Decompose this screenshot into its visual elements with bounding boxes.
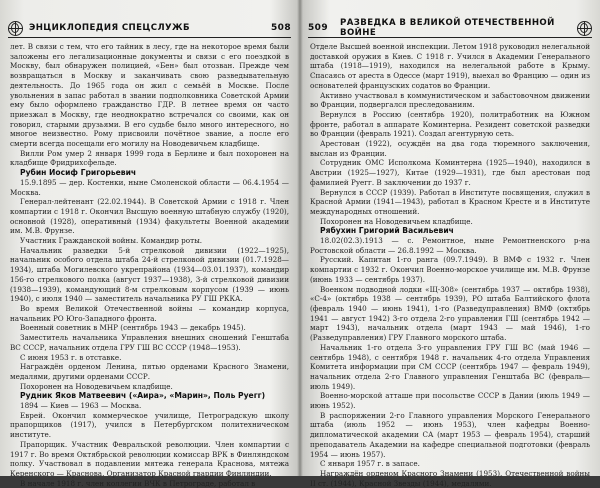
- paragraph: Участник Гражданской войны. Командир роты.: [20, 236, 203, 246]
- paragraph: Во время Великой Отечественной войны — командир корпуса, начальник РО Юго-Западного фронта.: [10, 303, 289, 323]
- header-rule: [8, 37, 291, 38]
- left-page-column: [10, 42, 289, 488]
- paragraph: Прапорщик. Участник Февральской революции. Член компартии с 1917 г. Во время Октябрьской революции комиссар ВРК в Финляндском полку. Участвовал в подавлении мятежа генерала Краснова, мятежа Керенского — Краснова. Организатор Красной гвардии Финляндии.: [10, 439, 289, 478]
- entry-title: Рубин Иосиф Григорьевич: [20, 168, 137, 178]
- entry-title: Рябухин Григорий Васильевич: [320, 226, 454, 236]
- right-page-column: [310, 42, 590, 488]
- paragraph: Военный советник в МНР (сентябрь 1943 — декабрь 1945).: [20, 323, 246, 333]
- paragraph: Военно-морской атташе при посольстве СССР в Дании (июль 1949 — июнь 1952).: [310, 391, 590, 411]
- paragraph: Арестован (1922), осуждён на два года тюремного заключения, выслан из Франции.: [310, 139, 590, 158]
- paragraph: Похоронен на Новодевичьем кладбище.: [320, 216, 473, 226]
- paragraph: Сотрудник ОМС Исполкома Коминтерна (1925—1940), находился в Австрии (1925—1927), Китае (1929—1931), где был арестован под фамилией Руегг. В заключении до 1937 г.: [310, 158, 590, 187]
- paragraph: Награждён орденом Ленина, пятью орденами Красного Знамени, медалями, другими орденами СССР.: [10, 362, 289, 381]
- paragraph: Похоронен на Новодевичьем кладбище.: [20, 381, 173, 391]
- paragraph: Вернулся в СССР (1939). Работал в Институте посвящения, служил в Красной Армии (1941—1943), работал в Красном Кресте и в Институте международных отношений.: [310, 187, 590, 216]
- header-rule: [308, 37, 592, 38]
- paragraph: Заместитель начальника Управления внешних сношений Генштаба ВС СССР, начальник отдела ГРУ ГШ ВС СССР (1948—1953).: [10, 333, 289, 352]
- paragraph: В начале 1918 г. член коллегии ВЧК в Петрограде, работал в: [20, 478, 256, 488]
- paragraph: Отделе Высшей военной инспекции. Летом 1918 руководил нелегальной доставкой оружия в Киев. С 1918 г. Учился в Академии Генерального штаба (1918—1919), находился на нелегальной работе в Крыму. Спасаясь от ареста в Одессе (март 1919), выехал во Францию — один из основателей французских содатов во Франции.: [310, 42, 590, 90]
- paragraph: 1894 — Киев — 1963 — Москва.: [20, 401, 142, 411]
- paragraph: Военком подводной лодки «Щ-308» (сентябрь 1937 — октябрь 1938), «С-4» (октябрь 1938 — сентябрь 1939), РО штаба Балтийского флота (февраль 1940 — июнь 1941), 1-го (Разведуправления) ВМФ (октябрь 1941 — август 1942) 3-го отдела 2-го управления ГШ (сентябрь 1942 — март 1943), начальник отдела (март 1943 — май 1946), 1-го (Разведуправления) ГРУ Главного морского штаба.: [310, 284, 590, 343]
- paragraph: Русский. Капитан 1-го ранга (09.7.1949). В ВМФ с 1932 г. Член компартии с 1932 г. Окончил Военно-морское училище им. М.В. Фрунзе (июнь 1933 — сентябрь 1937).: [310, 255, 590, 284]
- left-page-number: 508: [271, 23, 291, 33]
- left-page-header: [8, 18, 291, 38]
- left-page: [8, 0, 291, 488]
- right-page-header: [308, 18, 592, 38]
- paragraph: Награждён орденом Красного Знамени (1953), Отечественной войны II ст. (1944), Красной Звезды (1944), медалями.: [310, 468, 590, 488]
- paragraph: Начальник разведки 5-й стрелковой дивизии (1922—1925), начальник особого отдела штаба 24-й стрелковой дивизии (01.7.1928—1934), штаба Могилевского укрепрайона (1934—03.01.1937), командир 156-го стрелкового полка (август 1937—1938), 3-й стрелковой дивизии (1938—1939), командующий 8-м стрелковым корпусом (1939 — июнь 1940), с июля 1940 — заместитель начальника РУ ГШ РККА.: [10, 245, 289, 304]
- paragraph: 15.9.1895 — дер. Костенки, ныне Смоленской области — 06.4.1954 — Москва.: [10, 177, 289, 197]
- paragraph: 18.02(02.3).1913 — с. Ремонтное, ныне Ремонтненского р-на Ростовской области — 26.8.1992 — Москва.: [310, 236, 590, 255]
- paragraph: Активно участвовал в коммунистическом и забастовочном движении во Франции, подвергался преследованиям.: [310, 90, 590, 110]
- paragraph: В распоряжении 2-го Главного управления Морского Генерального штаба (июль 1952 — июнь 1953), член кафедры Военно-дипломатической академии СА (март 1953 — февраль 1954), старший преподаватель Академии на кафедре специальной подготовки (февраль 1954 — июнь 1957).: [310, 410, 590, 459]
- globe-icon: [8, 21, 23, 36]
- paragraph: Генерал-лейтенант (22.02.1944). В Советской Армии с 1918 г. Член компартии с 1918 г. Окончил Высшую военную штабную службу (1920), основной (1928), оперативный (1934) факультеты Военной академии им. М.В. Фрунзе.: [10, 197, 289, 236]
- paragraph: Еврей. Окончил коммерческое училище, Петроградскую школу прапорщиков (1917), учился в Петербургском политехническом институте.: [10, 410, 289, 440]
- paragraph: Начальник 1-го отдела 3-го управления ГРУ ГШ ВС (май 1946 — сентябрь 1948), с сентября 1948 г. начальник 4-го отдела Управления Комитета информации при СМ СССР (сентябрь 1947 — февраль 1949), начальник отдела 2-го Главного управления Генштаба ВС (февраль—июль 1949).: [310, 342, 590, 391]
- paragraph: С января 1957 г. в запасе.: [320, 459, 420, 469]
- globe-icon: [577, 21, 592, 36]
- paragraph: Вернулся в Россию (сентябрь 1920), политработник на Южном фронте, работал в аппарате Коминтерна. Резидент советской разведки во Франции (февраль 1921). Создал агентурную сеть.: [310, 109, 590, 139]
- paragraph: лет. В связи с тем, что его тайник в лесу, где на некоторое время были заложены его легализационные документы и связи с его поездкой в Москву, был обнаружен полицией, «Бен» был отозван. Прежде чем возвращаться в Москву и заканчивать свою разведывательную деятельность. До 1965 года он жил с семьёй в Москве. После увольнения в запас работал в звании подполковника Советской Армии ему было оформлено гражданство ГДР. В летнее время он часто приезжал в Москву, где неоднократно встречался со своими, как он говорил, старыми друзьями. В его судьбе было много интересного, но многое неизвестно. Рому присвоили почётное звание, а после его смерти всегда посещали его могилу на Новодевичьем кладбище.: [10, 42, 289, 149]
- paragraph: С июня 1953 г. в отставке.: [20, 352, 122, 362]
- left-header-title: ЭНЦИКЛОПЕДИЯ СПЕЦСЛУЖБ: [29, 23, 190, 33]
- entry-title: Рудник Яков Матвеевич («Аира», «Марин», Поль Руегг): [20, 391, 266, 401]
- paragraph: Вилли Ром умер 2 января 1999 года в Берлине и был похоронен на кладбище Фридрихсфельде.: [10, 148, 289, 168]
- right-page-number: 509: [308, 23, 328, 33]
- right-header-title: РАЗВЕДКА В ВЕЛИКОЙ ОТЕЧЕСТВЕННОЙ ВОЙНЕ: [340, 18, 555, 38]
- right-page: [308, 0, 592, 488]
